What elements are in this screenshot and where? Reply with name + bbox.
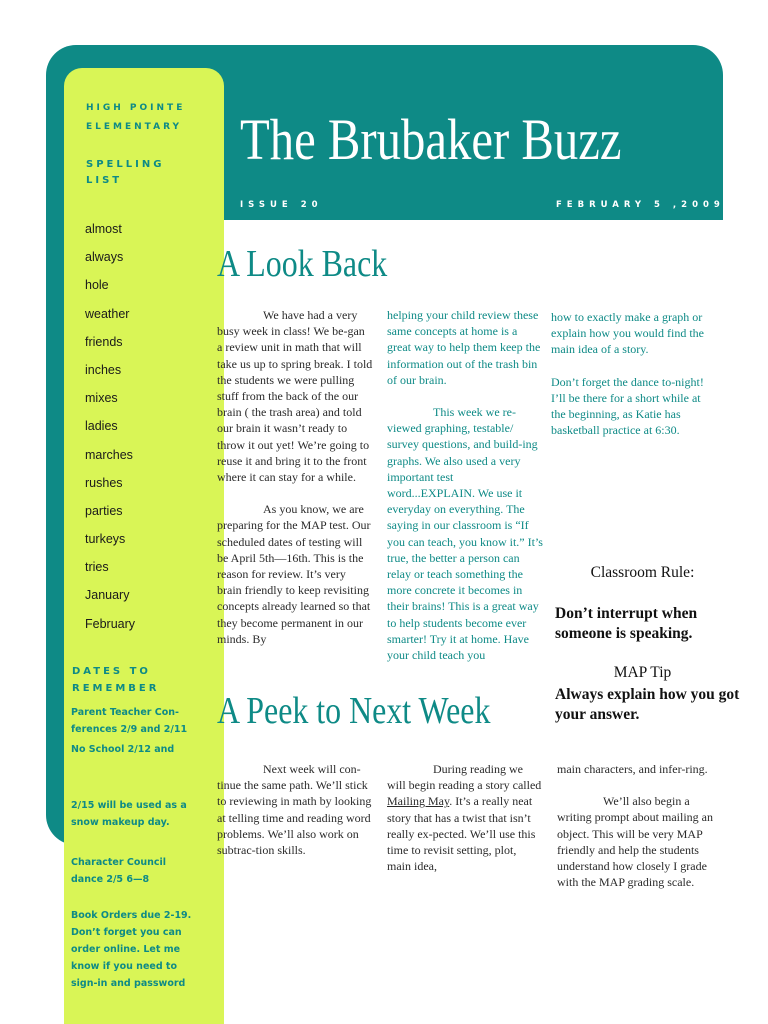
paragraph-text: . It’s a really neat story that has a twist that isn’t really ex-pected. We’ll use this time to revisit setting, plot, main idea, [387,794,536,874]
spelling-word: marches [85,447,133,462]
spelling-word: tries [85,560,109,575]
date-note: 2/15 will be used as a snow makeup day. [71,800,187,828]
spelling-word: friends [85,334,123,349]
peek-column-1 [217,761,373,874]
newsletter-title: The Brubaker Buzz [240,107,622,172]
school-name-line: HIGH POINTE [86,103,186,113]
classroom-rule-text: Don’t interrupt when someone is speaking. [555,605,698,642]
spelling-word: almost [85,222,122,236]
paragraph: As you know, we are preparing for the MAP test. Our scheduled dates of testing will be April 5th—16th. This is the reason for review. It’s very brain friendly to keep revisiting concepts already learned so that they become permanent in our minds. By [217,502,371,646]
spelling-word: parties [85,503,123,518]
date-note: Character Council dance 2/5 6—8 [71,857,167,885]
paragraph: helping your child review these same concepts at home is a great way to help them keep the information out of the trash bin of our brain. [387,308,541,387]
paragraph: Next week will con-tinue the same path. We’ll stick to reviewing in math by looking at telling time and reading word problems. We’ll also work on subtrac-tion skills. [217,762,372,858]
spelling-word-list [85,219,135,642]
spelling-word: February [85,616,136,631]
paragraph: main characters, and infer-ring. [557,762,708,776]
school-name [86,99,185,137]
look-back-column-1 [217,307,373,663]
dates-heading-line: DATES TO [72,666,151,677]
spelling-word: mixes [85,391,118,406]
paragraph: We have had a very busy week in class! We be-gan a review unit in math that will take us up to spring break. I told the students we were pulling stuff from the back of the our brain ( the trash area) and told our brain it wasn’t ready to throw it out yet! We’re going to reuse it and bring it to the front where it can stay for a while. [217,308,373,485]
spelling-word: always [85,250,124,265]
dates-heading-line: REMEMBER [72,683,160,694]
date-note: Book Orders due 2-19. Don’t forget you can order online. Let me know if you need to sign-in and password [71,910,192,989]
spelling-word: rushes [85,475,123,490]
spelling-list-heading [86,157,164,189]
map-tip-heading: MAP Tip [613,664,672,681]
spelling-word: weather [85,306,130,321]
issue-number: ISSUE 20 [240,200,323,210]
spelling-word: hole [85,278,109,293]
classroom-rule-heading: Classroom Rule: [590,564,695,581]
book-title: Mailing May [387,794,450,809]
look-back-heading: A Look Back [217,243,388,285]
issue-date: FEBRUARY 5 ,2009 [556,200,725,210]
paragraph-text: During reading we will begin reading a story called [387,762,542,793]
spelling-word: January [85,588,130,603]
peek-column-2 [387,761,543,890]
paragraph: We’ll also begin a writing prompt about mailing an object. This will be very MAP friendly and help the students understand how closely I grade with the MAP grading scale. [557,794,713,890]
paragraph: how to exactly make a graph or explain how you would find the main idea of a story. [551,310,704,357]
spelling-word: ladies [85,419,118,434]
date-note: No School 2/12 and [71,744,175,755]
spelling-word: turkeys [85,532,126,547]
dates-heading [72,663,159,697]
paragraph: Don’t forget the dance to-night! I’ll be there for a short while at the beginning, as Katie has basketball practice at 6:30. [551,374,704,438]
spelling-heading-line: LIST [86,175,123,186]
map-tip-text: Always explain how you got your answer. [555,686,740,723]
peek-heading: A Peek to Next Week [217,690,491,732]
look-back-column-2 [387,307,543,679]
look-back-column-3 [551,309,711,454]
spelling-heading-line: SPELLING [86,159,165,170]
school-name-line: ELEMENTARY [86,122,183,132]
date-note: Parent Teacher Con-ferences 2/9 and 2/11 [71,707,188,735]
spelling-word: inches [85,362,122,377]
paragraph: This week we re-viewed graphing, testable/ survey questions, and build-ing graphs. We also used a very important test word...EXPLAIN. We use it everyday on everything. The saying in our classroom is “If you can teach, you know it.” It’s true, the better a person can relay or teach something the more concrete it becomes in their brains! This is a great way to help students become ever smarter! Try it at home. Have your child teach you [387,405,543,663]
peek-column-3 [557,761,713,906]
